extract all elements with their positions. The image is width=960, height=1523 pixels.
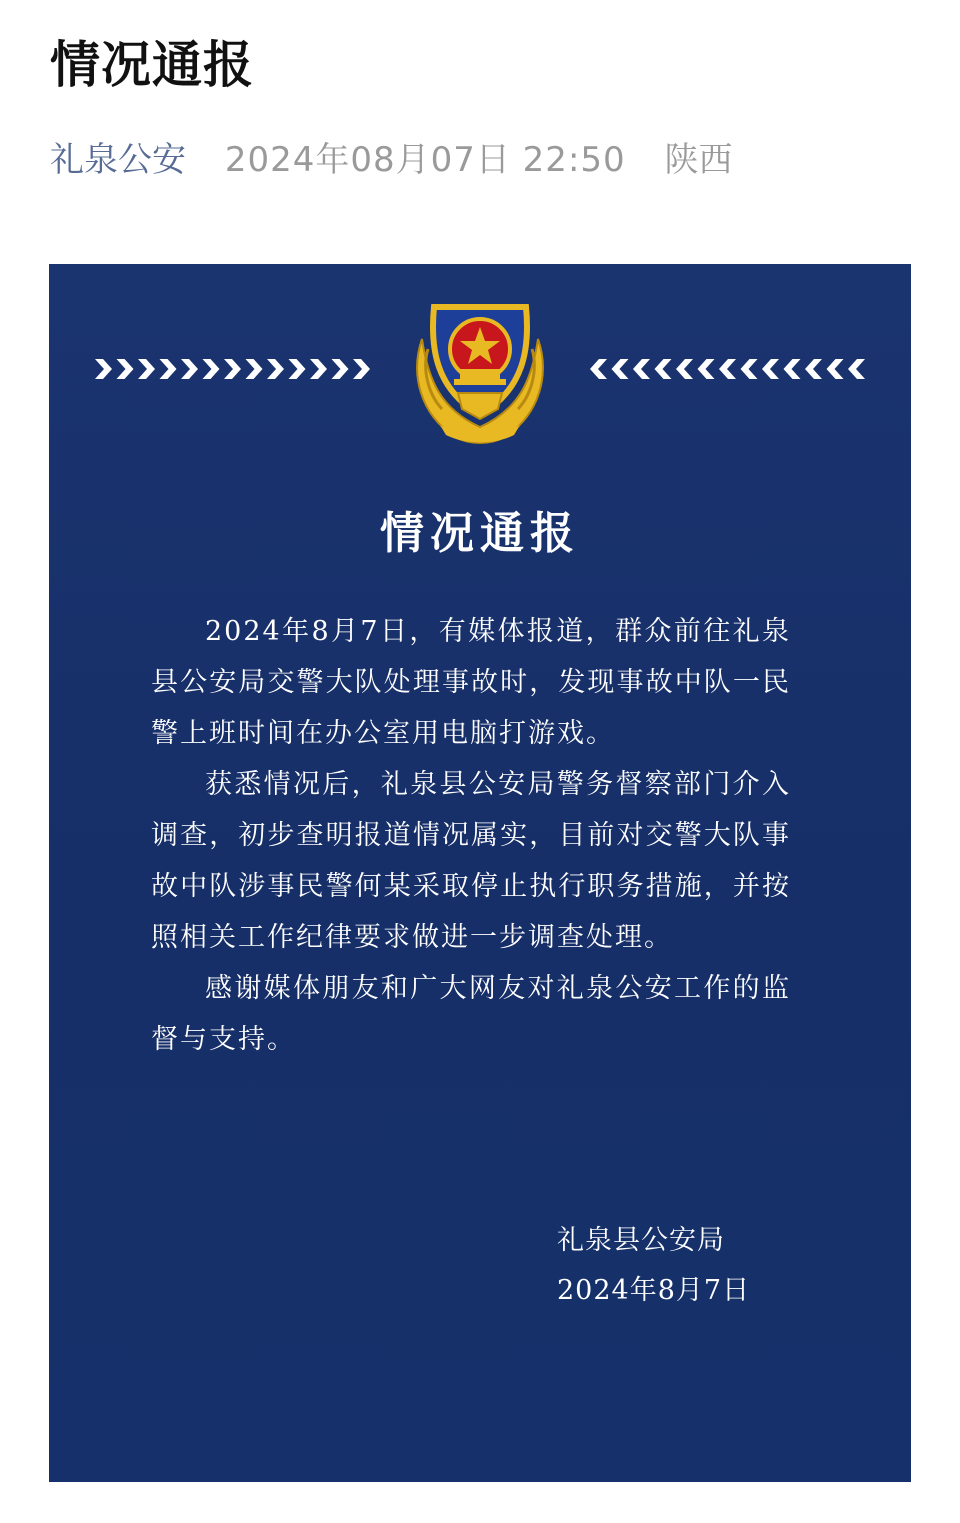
chevron-right-icon: [310, 359, 327, 379]
notice-signature: [557, 1216, 750, 1316]
publish-region: 陕西: [664, 140, 733, 180]
notice-paragraph: 获悉情况后，礼泉县公安局警务督察部门介入调查，初步查明报道情况属实，目前对交警大队事故中队涉事民警何某采取停止执行职务措施，并按照相关工作纪律要求做进一步调查处理。: [151, 769, 791, 953]
chevron-right-icon: [224, 359, 241, 379]
chevron-right-icon: [332, 359, 349, 379]
chevron-left-icon: [741, 359, 758, 379]
article-meta: [50, 136, 732, 184]
chevron-left-icon: [805, 359, 822, 379]
chevron-right-icon: [181, 359, 198, 379]
chevron-left-icon: [676, 359, 693, 379]
chevron-right-icon: [353, 359, 370, 379]
article-title: 情况通报: [50, 36, 254, 94]
chevron-right-icon: [95, 359, 112, 379]
chevron-left-icon: [698, 359, 715, 379]
right-chevrons: [590, 359, 865, 379]
publish-time: 2024年08月07日 22:50: [224, 140, 626, 180]
chevron-left-icon: [762, 359, 779, 379]
issue-date: 2024年8月7日: [557, 1275, 751, 1306]
account-name-link[interactable]: 礼泉公安: [50, 140, 186, 180]
chevron-right-icon: [289, 359, 306, 379]
chevron-right-icon: [138, 359, 155, 379]
chevron-left-icon: [784, 359, 801, 379]
notice-image[interactable]: [49, 264, 911, 1482]
chevron-right-icon: [267, 359, 284, 379]
chevron-left-icon: [612, 359, 629, 379]
chevron-left-icon: [633, 359, 650, 379]
chevron-left-icon: [848, 359, 865, 379]
chevron-left-icon: [655, 359, 672, 379]
notice-banner: [49, 264, 911, 464]
chevron-left-icon: [590, 359, 607, 379]
chevron-right-icon: [203, 359, 220, 379]
chevron-right-icon: [117, 359, 134, 379]
left-chevrons: [95, 359, 370, 379]
chevron-right-icon: [160, 359, 177, 379]
notice-body: [151, 606, 791, 1065]
issuer-name: 礼泉县公安局: [557, 1225, 725, 1256]
chevron-right-icon: [246, 359, 263, 379]
notice-paragraph: 感谢媒体朋友和广大网友对礼泉公安工作的监督与支持。: [151, 973, 791, 1055]
notice-paragraph: 2024年8月7日，有媒体报道，群众前往礼泉县公安局交警大队处理事故时，发现事故中队一民警上班时间在办公室用电脑打游戏。: [151, 616, 791, 749]
chevron-left-icon: [719, 359, 736, 379]
police-emblem-icon: [417, 307, 543, 443]
chevron-left-icon: [827, 359, 844, 379]
notice-title: 情况通报: [380, 508, 580, 559]
